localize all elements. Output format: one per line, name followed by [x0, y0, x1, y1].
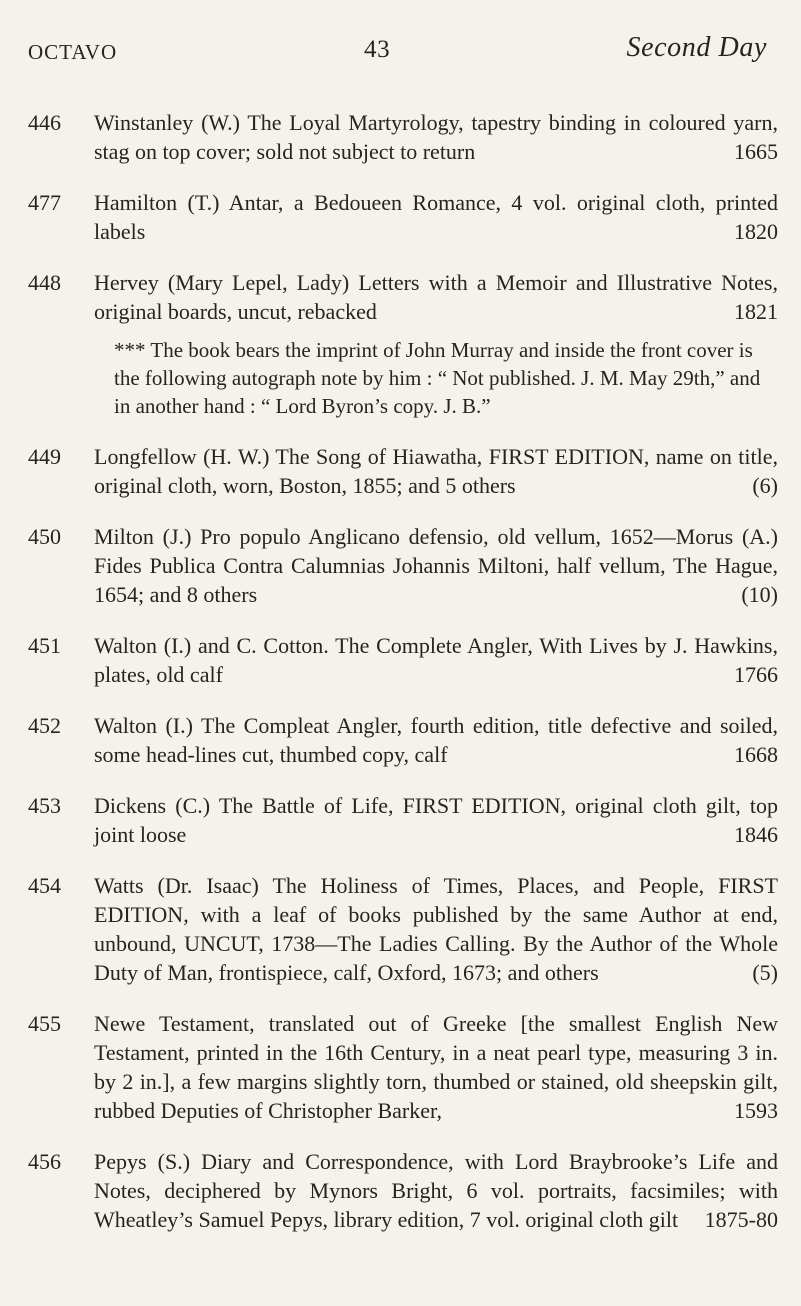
- lot-entry: Watts (Dr. Isaac) The Holiness of Times, Places, and People, FIRST EDITION, with a leaf of books published by the same Author at end, unbound, UNCUT, 1738—The Ladies Calling. By the Author of the Whole Duty of Man, frontispiece, calf, Oxford, 1673; and others: [94, 873, 778, 985]
- lot-entry: Walton (I.) The Compleat Angler, fourth edition, title defective and soiled, some head-lines cut, thumbed copy, calf: [94, 713, 778, 767]
- lot-date: (6): [752, 473, 778, 498]
- page-number: 43: [364, 36, 391, 63]
- lot-number: 455: [28, 1011, 61, 1036]
- lot-448: [28, 268, 778, 420]
- lot-description: [94, 1147, 778, 1234]
- lot-entry: Hamilton (T.) Antar, a Bedoueen Romance, 4 vol. original cloth, printed labels: [94, 190, 778, 244]
- lot-450: [28, 522, 778, 609]
- lot-date: 1665: [734, 139, 778, 164]
- lot-description: [94, 268, 778, 420]
- page-header: [28, 30, 773, 70]
- lot-entry: Hervey (Mary Lepel, Lady) Letters with a Memoir and Illustrative Notes, original boards, uncut, rebacked: [94, 270, 778, 324]
- lot-date: 1593: [734, 1098, 778, 1123]
- lot-note: *** The book bears the imprint of John Murray and inside the front cover is the following autograph note by him : “ Not published. J. M. May 29th,” and in another hand : “ Lord Byron’s copy. J. B.”: [114, 338, 761, 418]
- lot-description: [94, 1009, 778, 1125]
- lot-date: 1846: [734, 822, 778, 847]
- lot-number: 477: [28, 190, 61, 215]
- lot-description: [94, 871, 778, 987]
- section-heading: OCTAVO: [28, 40, 118, 64]
- lot-455: [28, 1009, 778, 1125]
- lot-date: (10): [741, 582, 778, 607]
- lot-454: [28, 871, 778, 987]
- lot-number: 452: [28, 713, 61, 738]
- lot-number: 454: [28, 873, 61, 898]
- lot-number: 450: [28, 524, 61, 549]
- lot-number: 451: [28, 633, 61, 658]
- lot-entry: Milton (J.) Pro populo Anglicano defensio, old vellum, 1652—Morus (A.) Fides Publica Contra Calumnias Johannis Miltoni, half vellum, The Hague, 1654; and 8 others: [94, 524, 778, 607]
- lot-date: 1820: [734, 219, 778, 244]
- lot-date: 1766: [734, 662, 778, 687]
- lot-number: 456: [28, 1149, 61, 1174]
- lot-number: 453: [28, 793, 61, 818]
- lot-453: [28, 791, 778, 849]
- lot-456: [28, 1147, 778, 1234]
- lot-449: [28, 442, 778, 500]
- lot-entry: Dickens (C.) The Battle of Life, FIRST EDITION, original cloth gilt, top joint loose: [94, 793, 778, 847]
- lot-list: [28, 108, 778, 1256]
- lot-452: [28, 711, 778, 769]
- lot-description: [94, 108, 778, 166]
- lot-date: (5): [752, 960, 778, 985]
- lot-number: 446: [28, 110, 61, 135]
- lot-date: 1668: [734, 742, 778, 767]
- lot-description: [94, 188, 778, 246]
- lot-446: [28, 108, 778, 166]
- lot-description: [94, 631, 778, 689]
- lot-entry: Longfellow (H. W.) The Song of Hiawatha, FIRST EDITION, name on title, original cloth, worn, Boston, 1855; and 5 others: [94, 444, 778, 498]
- lot-477: [28, 188, 778, 246]
- day-heading: Second Day: [626, 32, 767, 63]
- lot-entry: Newe Testament, translated out of Greeke [the smallest English New Testament, printed in the 16th Century, in a neat pearl type, measuring 3 in. by 2 in.], a few margins slightly torn, thumbed or stained, old sheepskin gilt, rubbed Deputies of Christopher Barker,: [94, 1011, 778, 1123]
- lot-entry: Winstanley (W.) The Loyal Martyrology, tapestry binding in coloured yarn, stag on top cover; sold not subject to return: [94, 110, 778, 164]
- lot-451: [28, 631, 778, 689]
- lot-entry: Pepys (S.) Diary and Correspondence, with Lord Braybrooke’s Life and Notes, deciphered by Mynors Bright, 6 vol. portraits, facsimiles; with Wheatley’s Samuel Pepys, library edition, 7 vol. original cloth gilt: [94, 1149, 778, 1232]
- lot-number: 449: [28, 444, 61, 469]
- lot-entry: Walton (I.) and C. Cotton. The Complete Angler, With Lives by J. Hawkins, plates, old calf: [94, 633, 778, 687]
- lot-number: 448: [28, 270, 61, 295]
- lot-description: [94, 522, 778, 609]
- lot-date: 1821: [734, 299, 778, 324]
- lot-date: 1875-80: [704, 1207, 778, 1232]
- lot-description: [94, 442, 778, 500]
- lot-description: [94, 711, 778, 769]
- lot-description: [94, 791, 778, 849]
